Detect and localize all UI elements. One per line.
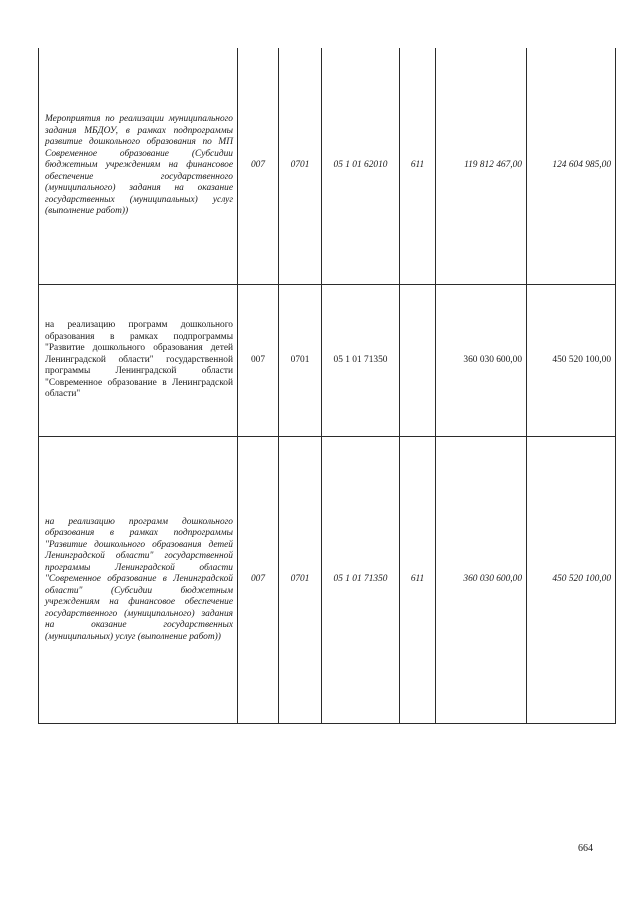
expense-type-code: 611 [400, 48, 436, 285]
amount-first-year: 360 030 600,00 [436, 285, 527, 437]
table-row [39, 285, 616, 437]
table-row [39, 437, 616, 724]
expense-type-code: 611 [400, 437, 436, 724]
amount-first-year: 119 812 467,00 [436, 48, 527, 285]
amount-second-year: 124 604 985,00 [527, 48, 616, 285]
row-name: на реализацию программ дошкольного образования в рамках подпрограммы "Развитие дошкольного образования детей Ленинградской области" государственной программы Ленинградской области "Современное образование в Ленинградской области" (Субсидии бюджетным учреждениям на финансовое обеспечение государственного (муниципального) задания на оказание государственных (муниципальных) услуг (выполнение работ)) [39, 437, 238, 724]
ministry-code: 007 [238, 285, 279, 437]
budget-table [38, 48, 616, 724]
amount-second-year: 450 520 100,00 [527, 285, 616, 437]
target-article-code: 05 1 01 71350 [322, 285, 400, 437]
row-name: Мероприятия по реализации муниципального задания МБДОУ, в рамках подпрограммы развитие дошкольного образования по МП Современное образование (Субсидии бюджетным учреждениям на финансовое обеспечение государственного (муниципального) задания на оказание государственных (муниципальных) услуг (выполнение работ)) [39, 48, 238, 285]
row-name: на реализацию программ дошкольного образования в рамках подпрограммы "Развитие дошкольного образования детей Ленинградской области" государственной программы Ленинградской области "Современное образование в Ленинградской области" [39, 285, 238, 437]
ministry-code: 007 [238, 437, 279, 724]
expense-type-code [400, 285, 436, 437]
amount-second-year: 450 520 100,00 [527, 437, 616, 724]
section-code: 0701 [279, 437, 322, 724]
page-number: 664 [578, 843, 593, 854]
amount-first-year: 360 030 600,00 [436, 437, 527, 724]
target-article-code: 05 1 01 62010 [322, 48, 400, 285]
table-row [39, 48, 616, 285]
section-code: 0701 [279, 48, 322, 285]
target-article-code: 05 1 01 71350 [322, 437, 400, 724]
section-code: 0701 [279, 285, 322, 437]
ministry-code: 007 [238, 48, 279, 285]
